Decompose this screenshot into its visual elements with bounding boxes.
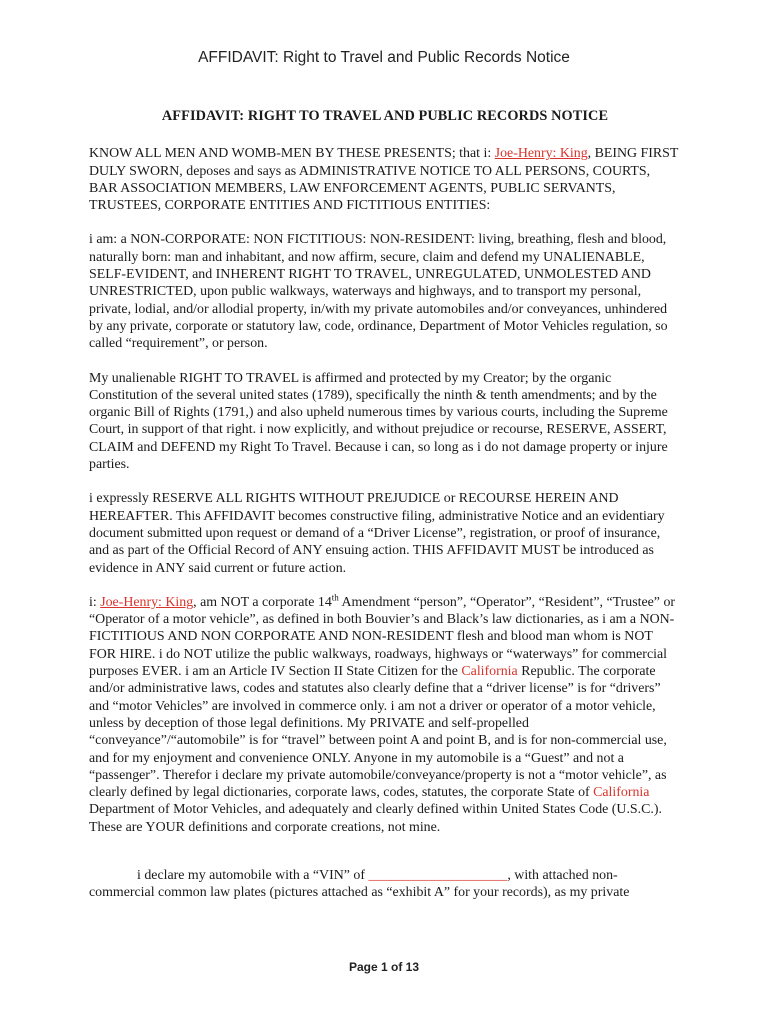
ordinal-superscript: th xyxy=(331,592,339,603)
paragraph-preamble xyxy=(89,145,681,214)
p5-text-c: Amendment “person”, “Operator”, “Resident”, “Trustee” or “Operator of a motor vehicle”, as defined in both Bouvier’s and Black’s law dictionaries, as i am a NON-FICTITIOUS AND NON CORPORATE AND NON-RESIDENT flesh and blood man whom is NOT FOR HIRE. i do NOT utilize the public walkways, roadways, highways or “waterways” for commercial purposes EVER. i am an Article IV Section II State Citizen for the xyxy=(89,594,676,680)
state-name: California xyxy=(593,785,650,801)
p5-text-d: Republic. The corporate and/or administrative laws, codes and statutes also clearly define that a “driver license” is for “drivers” and “motor Vehicles” are involved in commerce only. i am not a driver or operator of a motor vehicle, unless by deception of those legal definitions. My PRIVATE and self-propelled “conveyance”/“automobile” is for “travel” between point A and point B, and is for non-commercial use, and for my enjoyment and convenience ONLY. Anyone in my automobile is a “Guest” and not a “passenger”. Therefor i declare my private automobile/conveyance/property is not a “motor vehicle”, as clearly defined by legal dictionaries, corporate laws, codes, statutes, the corporate State of xyxy=(89,664,667,801)
p5-text-b: , am NOT a corporate 14 xyxy=(193,594,332,610)
page-header-title: AFFIDAVIT: Right to Travel and Public Records Notice xyxy=(198,49,570,66)
preamble-text-b: , BEING FIRST DULY SWORN, deposes and says as ADMINISTRATIVE NOTICE TO ALL PERSONS, COURTS, BAR ASSOCIATION MEMBERS, LAW ENFORCEMENT AGENTS, PUBLIC SERVANTS, TRUSTEES, CORPORATE ENTITIES AND FICTITIOUS ENTITIES: xyxy=(89,146,679,214)
page-separator: of xyxy=(387,960,406,974)
document-body xyxy=(89,108,681,919)
paragraph-right-to-travel: My unalienable RIGHT TO TRAVEL is affirmed and protected by my Creator; by the organic Constitution of the several united states (1789), specifically the ninth & tenth amendments; and by the organic Bill of Rights (1791,) and also upheld numerous times by various courts, including the Supreme Court, in support of that right. i now explicitly, and without prejudice or recourse, RESERVE, ASSERT, CLAIM and DEFEND my Right To Travel. Because i can, so long as i do not damage property or injure parties. xyxy=(89,370,668,473)
paragraph-reservation: i expressly RESERVE ALL RIGHTS WITHOUT PREJUDICE or RECOURSE HEREIN AND HEREAFTER. This AFFIDAVIT becomes constructive filing, administrative Notice and an evidentiary document submitted upon request or demand of a “Driver License”, registration, or proof of insurance, and as part of the Official Record of ANY ensuing action. THIS AFFIDAVIT MUST be introduced as evidence in ANY said current or future action. xyxy=(89,491,665,576)
state-name: California xyxy=(461,664,518,680)
paragraph-not-a-person xyxy=(89,594,681,836)
current-page: 1 xyxy=(380,960,388,974)
page-number xyxy=(0,960,768,974)
vin-blank: ____________________ xyxy=(368,867,508,883)
vin-text-b: , with attached non-commercial common law plates (pictures attached as “exhibit A” for your records), as my private xyxy=(89,867,630,901)
paragraph-declaration: i am: a NON-CORPORATE: NON FICTITIOUS: NON-RESIDENT: living, breathing, flesh and blood, naturally born: man and inhabitant, and now affirm, secure, claim and defend my UNALIENABLE, SELF-EVIDENT, and INHERENT RIGHT TO TRAVEL, UNREGULATED, UNMOLESTED AND UNRESTRICTED, upon public walkways, waterways and highways, and to transport my personal, private, lodial, and/or allodial property, in/with my private automobiles and/or conveyances, unhindered by any private, corporate or statutory law, code, ordinance, Department of Motor Vehicles regulation, so called “requirement”, or person. xyxy=(89,232,668,352)
total-pages: 13 xyxy=(405,960,420,974)
p5-text-e: Department of Motor Vehicles, and adequately and clearly defined within United States Code (U.S.C.). These are YOUR definitions and corporate creations, not mine. xyxy=(89,802,662,835)
preamble-text-a: KNOW ALL MEN AND WOMB-MEN BY THESE PRESENTS; that i: xyxy=(89,146,495,162)
affiant-name: Joe-Henry: King xyxy=(494,146,588,162)
vin-text-a: i declare my automobile with a “VIN” of xyxy=(137,867,369,883)
page-prefix: Page xyxy=(348,960,381,974)
p5-text-a: i: xyxy=(89,594,101,610)
paragraph-vin-declaration xyxy=(89,867,681,902)
affiant-name: Joe-Henry: King xyxy=(100,594,194,610)
document-title: AFFIDAVIT: RIGHT TO TRAVEL AND PUBLIC RECORDS NOTICE xyxy=(161,108,609,124)
